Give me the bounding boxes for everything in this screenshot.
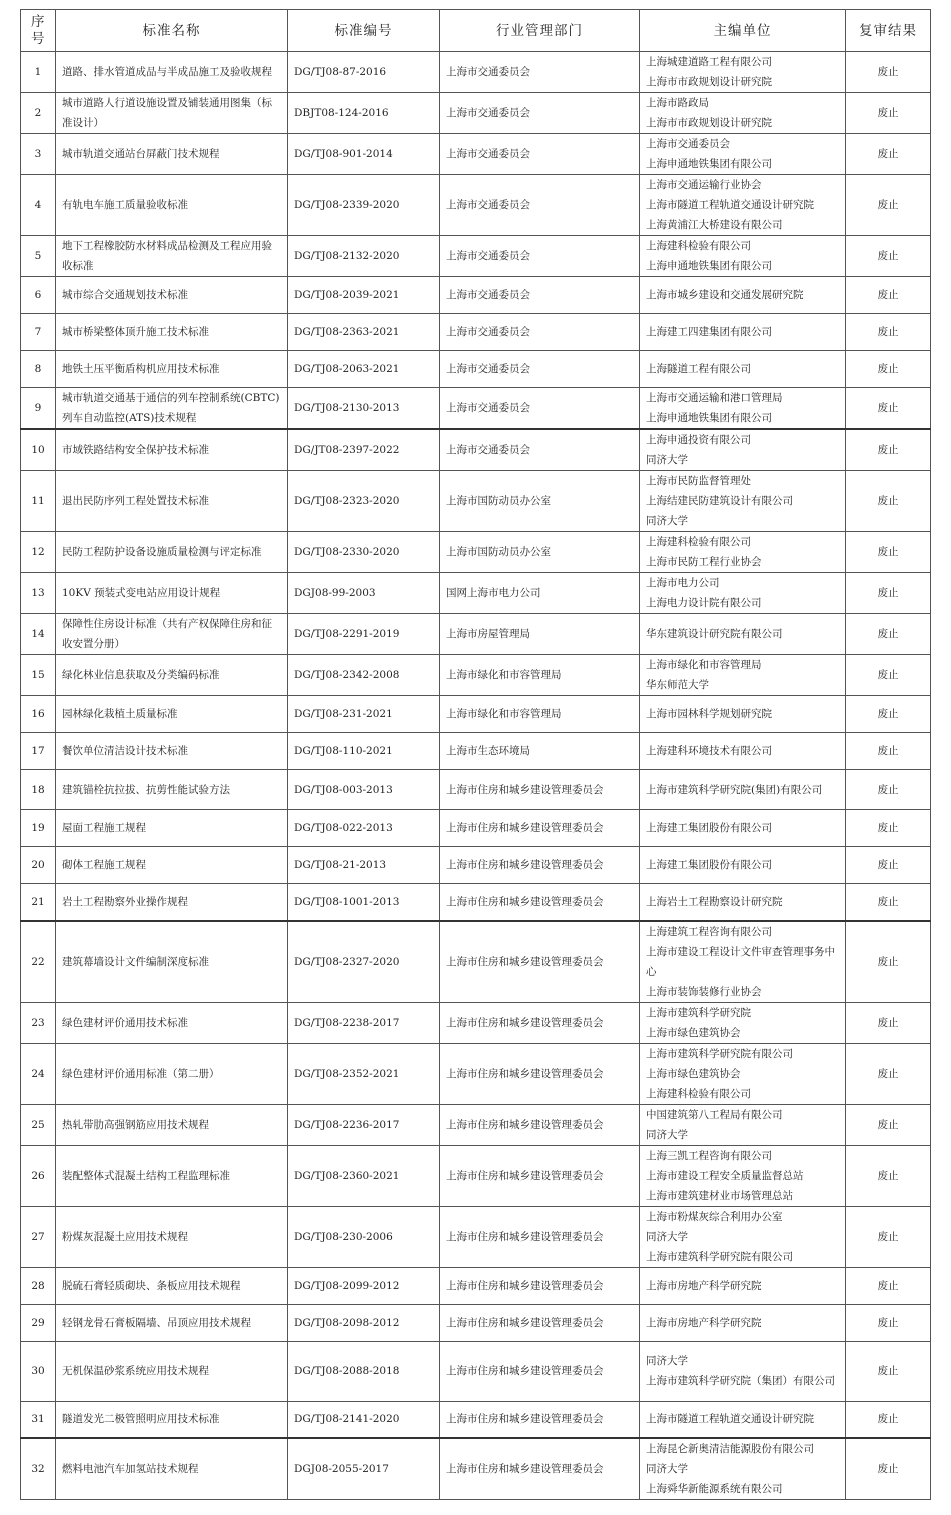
header-row xyxy=(21,10,931,52)
editor-unit: 上海市建筑建材业市场管理总站 xyxy=(646,1189,793,1202)
table-row xyxy=(21,614,931,655)
editor-unit: 上海市绿化和市容管理局 xyxy=(646,659,762,671)
editor-units xyxy=(640,770,846,810)
review-result: 废止 xyxy=(846,884,931,921)
editor-units xyxy=(640,1341,846,1401)
row-number: 21 xyxy=(21,884,56,921)
editor-units xyxy=(640,573,846,614)
editor-unit: 上海电力设计院有限公司 xyxy=(646,597,762,609)
management-dept: 上海市国防动员办公室 xyxy=(440,532,640,573)
management-dept: 上海市交通委员会 xyxy=(440,314,640,351)
editor-unit: 华东师范大学 xyxy=(646,679,709,691)
editor-units xyxy=(640,175,846,236)
editor-units xyxy=(640,52,846,93)
editor-units xyxy=(640,696,846,733)
row-number: 2 xyxy=(21,93,56,134)
review-result: 废止 xyxy=(846,1267,931,1304)
editor-units xyxy=(640,1002,846,1043)
editor-units xyxy=(640,429,846,471)
row-number: 10 xyxy=(21,429,56,471)
standard-name: 地下工程橡胶防水材料成品检测及工程应用验收标准 xyxy=(56,236,288,277)
standard-name: 无机保温砂浆系统应用技术规程 xyxy=(56,1341,288,1401)
review-result: 废止 xyxy=(846,770,931,810)
review-result: 废止 xyxy=(846,1043,931,1104)
standard-code: DGJ08-2055-2017 xyxy=(288,1438,440,1500)
table-row xyxy=(21,1206,931,1267)
standard-name: 城市综合交通规划技术标准 xyxy=(56,277,288,314)
standard-name: 10KV 预装式变电站应用设计规程 xyxy=(56,573,288,614)
management-dept: 上海市住房和城乡建设管理委员会 xyxy=(440,770,640,810)
management-dept: 上海市住房和城乡建设管理委员会 xyxy=(440,1267,640,1304)
table-row xyxy=(21,93,931,134)
management-dept: 上海市住房和城乡建设管理委员会 xyxy=(440,1341,640,1401)
standard-code: DG/TJ08-2039-2021 xyxy=(288,277,440,314)
editor-unit: 上海市市政规划设计研究院 xyxy=(646,117,772,129)
row-number: 19 xyxy=(21,810,56,847)
row-number: 4 xyxy=(21,175,56,236)
editor-units xyxy=(640,388,846,430)
standard-code: DG/TJ08-022-2013 xyxy=(288,810,440,847)
editor-units xyxy=(640,471,846,532)
editor-units xyxy=(640,1043,846,1104)
management-dept: 上海市交通委员会 xyxy=(440,175,640,236)
management-dept: 上海市住房和城乡建设管理委员会 xyxy=(440,884,640,921)
standard-name: 绿色建材评价通用标准（第二册） xyxy=(56,1043,288,1104)
review-result: 废止 xyxy=(846,733,931,770)
table-row xyxy=(21,733,931,770)
standard-code: DG/TJ08-2323-2020 xyxy=(288,471,440,532)
editor-unit: 上海隧道工程有限公司 xyxy=(646,363,751,375)
editor-unit: 同济大学 xyxy=(646,1463,688,1475)
row-number: 17 xyxy=(21,733,56,770)
row-number: 23 xyxy=(21,1002,56,1043)
editor-units xyxy=(640,532,846,573)
review-result: 废止 xyxy=(846,532,931,573)
editor-units xyxy=(640,733,846,770)
standard-code: DG/TJ08-2099-2012 xyxy=(288,1267,440,1304)
standard-name: 绿色建材评价通用技术标准 xyxy=(56,1002,288,1043)
editor-unit: 同济大学 xyxy=(646,454,688,466)
row-number: 11 xyxy=(21,471,56,532)
management-dept: 国网上海市电力公司 xyxy=(440,573,640,614)
row-number: 18 xyxy=(21,770,56,810)
management-dept: 上海市住房和城乡建设管理委员会 xyxy=(440,1043,640,1104)
standard-code: DG/TJ08-2088-2018 xyxy=(288,1341,440,1401)
row-number: 5 xyxy=(21,236,56,277)
row-number: 25 xyxy=(21,1104,56,1145)
editor-unit: 上海岩土工程勘察设计研究院 xyxy=(646,895,783,908)
review-result: 废止 xyxy=(846,429,931,471)
table-row xyxy=(21,770,931,810)
row-number: 6 xyxy=(21,277,56,314)
editor-unit: 上海城建道路工程有限公司 xyxy=(646,56,772,68)
row-number: 1 xyxy=(21,52,56,93)
management-dept: 上海市住房和城乡建设管理委员会 xyxy=(440,847,640,884)
table-row xyxy=(21,1002,931,1043)
management-dept: 上海市交通委员会 xyxy=(440,134,640,175)
standard-code: DG/TJ08-2063-2021 xyxy=(288,351,440,388)
review-result: 废止 xyxy=(846,1002,931,1043)
review-result: 废止 xyxy=(846,93,931,134)
standard-code: DG/TJ08-2342-2008 xyxy=(288,655,440,696)
review-result: 废止 xyxy=(846,351,931,388)
row-number: 24 xyxy=(21,1043,56,1104)
table-row xyxy=(21,532,931,573)
standard-name: 热轧带肋高强钢筋应用技术规程 xyxy=(56,1104,288,1145)
review-result: 废止 xyxy=(846,134,931,175)
standard-code: DG/TJ08-901-2014 xyxy=(288,134,440,175)
standard-code: DG/TJ08-2352-2021 xyxy=(288,1043,440,1104)
row-number: 26 xyxy=(21,1145,56,1206)
standard-name: 保障性住房设计标准（共有产权保障住房和征收安置分册） xyxy=(56,614,288,655)
review-result: 废止 xyxy=(846,388,931,430)
table-row xyxy=(21,1104,931,1145)
editor-unit: 上海建科检验有限公司 xyxy=(646,240,751,252)
editor-units xyxy=(640,655,846,696)
header-editor: 主编单位 xyxy=(640,10,846,52)
editor-unit: 上海市建筑科学研究院有限公司 xyxy=(646,1047,793,1060)
table-row xyxy=(21,573,931,614)
management-dept: 上海市住房和城乡建设管理委员会 xyxy=(440,1401,640,1438)
standard-code: DG/TJ08-2339-2020 xyxy=(288,175,440,236)
row-number: 20 xyxy=(21,847,56,884)
editor-unit: 上海市建筑科学研究院（集团）有限公司 xyxy=(646,1375,835,1387)
standard-code: DG/TJ08-2130-2013 xyxy=(288,388,440,430)
management-dept: 上海市房屋管理局 xyxy=(440,614,640,655)
row-number: 3 xyxy=(21,134,56,175)
editor-unit: 上海市交通委员会 xyxy=(646,138,730,150)
editor-units xyxy=(640,1206,846,1267)
editor-unit: 上海市路政局 xyxy=(646,97,709,109)
table-row xyxy=(21,52,931,93)
editor-unit: 上海市民防工程行业协会 xyxy=(646,556,762,568)
standard-name: 城市轨道交通基于通信的列车控制系统(CBTC)列车自动监控(ATS)技术规程 xyxy=(56,388,288,430)
row-number: 32 xyxy=(21,1438,56,1500)
management-dept: 上海市住房和城乡建设管理委员会 xyxy=(440,1206,640,1267)
editor-unit: 上海市交通运输和港口管理局 xyxy=(646,392,783,404)
editor-units xyxy=(640,1145,846,1206)
standard-name: 餐饮单位清洁设计技术标准 xyxy=(56,733,288,770)
standard-name: 装配整体式混凝土结构工程监理标准 xyxy=(56,1145,288,1206)
standard-code: DG/TJ08-2238-2017 xyxy=(288,1002,440,1043)
review-result: 废止 xyxy=(846,573,931,614)
review-result: 废止 xyxy=(846,1206,931,1267)
editor-unit: 上海昆仑新奥清洁能源股份有限公司 xyxy=(646,1443,814,1455)
table-row xyxy=(21,388,931,430)
table-row xyxy=(21,884,931,921)
review-result: 废止 xyxy=(846,314,931,351)
standard-code: DG/TJ08-230-2006 xyxy=(288,1206,440,1267)
standard-code: DG/TJ08-2363-2021 xyxy=(288,314,440,351)
editor-unit: 上海市房地产科学研究院 xyxy=(646,1279,762,1292)
editor-unit: 上海建筑工程咨询有限公司 xyxy=(646,925,772,938)
table-row xyxy=(21,810,931,847)
table-row xyxy=(21,1304,931,1341)
editor-units xyxy=(640,351,846,388)
table-row xyxy=(21,1267,931,1304)
editor-units xyxy=(640,1267,846,1304)
standard-code: DG/JT08-2397-2022 xyxy=(288,429,440,471)
editor-unit: 上海市隧道工程轨道交通设计研究院 xyxy=(646,199,814,211)
table-row xyxy=(21,847,931,884)
standard-code: DG/TJ08-2360-2021 xyxy=(288,1145,440,1206)
management-dept: 上海市生态环境局 xyxy=(440,733,640,770)
review-result: 废止 xyxy=(846,921,931,1003)
row-number: 7 xyxy=(21,314,56,351)
review-result: 废止 xyxy=(846,1104,931,1145)
standard-code: DG/TJ08-1001-2013 xyxy=(288,884,440,921)
editor-unit: 上海市绿色建筑协会 xyxy=(646,1067,741,1080)
standard-code: DBJT08-124-2016 xyxy=(288,93,440,134)
row-number: 16 xyxy=(21,696,56,733)
standard-name: 砌体工程施工规程 xyxy=(56,847,288,884)
standard-name: 建筑锚栓抗拉拔、抗剪性能试验方法 xyxy=(56,770,288,810)
editor-unit: 上海申通地铁集团有限公司 xyxy=(646,158,772,170)
editor-unit: 上海市隧道工程轨道交通设计研究院 xyxy=(646,1413,814,1426)
table-row xyxy=(21,1145,931,1206)
editor-unit: 上海市民防监督管理处 xyxy=(646,475,751,487)
table-row xyxy=(21,277,931,314)
row-number: 31 xyxy=(21,1401,56,1438)
editor-unit: 上海市城乡建设和交通发展研究院 xyxy=(646,289,804,301)
review-result: 废止 xyxy=(846,614,931,655)
editor-unit: 上海结建民防建筑设计有限公司 xyxy=(646,495,793,507)
editor-units xyxy=(640,884,846,921)
editor-unit: 上海市建设工程安全质量监督总站 xyxy=(646,1169,804,1182)
standard-code: DG/TJ08-2291-2019 xyxy=(288,614,440,655)
standard-name: 燃料电池汽车加氢站技术规程 xyxy=(56,1438,288,1500)
table-row xyxy=(21,1401,931,1438)
standard-name: 轻钢龙骨石膏板隔墙、吊顶应用技术规程 xyxy=(56,1304,288,1341)
table-row xyxy=(21,429,931,471)
management-dept: 上海市住房和城乡建设管理委员会 xyxy=(440,1438,640,1500)
editor-unit: 上海市建筑科学研究院有限公司 xyxy=(646,1250,793,1263)
table-row xyxy=(21,471,931,532)
standard-code: DG/TJ08-2327-2020 xyxy=(288,921,440,1003)
management-dept: 上海市交通委员会 xyxy=(440,429,640,471)
review-result: 废止 xyxy=(846,696,931,733)
review-result: 废止 xyxy=(846,471,931,532)
table-row xyxy=(21,314,931,351)
editor-units xyxy=(640,810,846,847)
standard-name: 岩土工程勘察外业操作规程 xyxy=(56,884,288,921)
standard-name: 园林绿化栽植土质量标准 xyxy=(56,696,288,733)
editor-units xyxy=(640,134,846,175)
standard-code: DG/TJ08-2098-2012 xyxy=(288,1304,440,1341)
row-number: 29 xyxy=(21,1304,56,1341)
row-number: 28 xyxy=(21,1267,56,1304)
standard-name: 屋面工程施工规程 xyxy=(56,810,288,847)
management-dept: 上海市住房和城乡建设管理委员会 xyxy=(440,1104,640,1145)
table-row xyxy=(21,921,931,1003)
editor-unit: 上海申通投资有限公司 xyxy=(646,434,751,446)
editor-unit: 上海市建筑科学研究院(集团)有限公司 xyxy=(646,783,823,796)
editor-unit: 上海市装饰装修行业协会 xyxy=(646,985,762,998)
standard-code: DG/TJ08-2236-2017 xyxy=(288,1104,440,1145)
row-number: 15 xyxy=(21,655,56,696)
management-dept: 上海市绿化和市容管理局 xyxy=(440,696,640,733)
row-number: 8 xyxy=(21,351,56,388)
review-result: 废止 xyxy=(846,1438,931,1500)
review-result: 废止 xyxy=(846,236,931,277)
standard-name: 地铁土压平衡盾构机应用技术标准 xyxy=(56,351,288,388)
management-dept: 上海市住房和城乡建设管理委员会 xyxy=(440,810,640,847)
editor-unit: 上海建科检验有限公司 xyxy=(646,536,751,548)
header-result: 复审结果 xyxy=(846,10,931,52)
editor-unit: 上海市房地产科学研究院 xyxy=(646,1316,762,1329)
editor-unit: 上海市粉煤灰综合利用办公室 xyxy=(646,1210,783,1223)
editor-unit: 上海市建设工程设计文件审查管理事务中心 xyxy=(646,945,835,978)
management-dept: 上海市交通委员会 xyxy=(440,277,640,314)
table-row xyxy=(21,351,931,388)
standard-code: DG/TJ08-231-2021 xyxy=(288,696,440,733)
editor-unit: 上海建科环境技术有限公司 xyxy=(646,745,772,757)
review-result: 废止 xyxy=(846,1145,931,1206)
editor-units xyxy=(640,921,846,1003)
standard-name: 市域铁路结构安全保护技术标准 xyxy=(56,429,288,471)
table-row xyxy=(21,655,931,696)
review-result: 废止 xyxy=(846,655,931,696)
standard-name: 城市桥梁整体顶升施工技术标准 xyxy=(56,314,288,351)
header-no: 序号 xyxy=(21,10,56,52)
review-result: 废止 xyxy=(846,1341,931,1401)
header-dept: 行业管理部门 xyxy=(440,10,640,52)
row-number: 14 xyxy=(21,614,56,655)
review-result: 废止 xyxy=(846,1304,931,1341)
row-number: 27 xyxy=(21,1206,56,1267)
management-dept: 上海市交通委员会 xyxy=(440,388,640,430)
review-result: 废止 xyxy=(846,52,931,93)
standard-name: 退出民防序列工程处置技术标准 xyxy=(56,471,288,532)
row-number: 9 xyxy=(21,388,56,430)
editor-unit: 上海申通地铁集团有限公司 xyxy=(646,260,772,272)
standard-name: 隧道发光二极管照明应用技术标准 xyxy=(56,1401,288,1438)
standard-name: 粉煤灰混凝土应用技术规程 xyxy=(56,1206,288,1267)
row-number: 22 xyxy=(21,921,56,1003)
standard-code: DG/TJ08-2132-2020 xyxy=(288,236,440,277)
management-dept: 上海市交通委员会 xyxy=(440,351,640,388)
editor-units xyxy=(640,847,846,884)
table-row xyxy=(21,134,931,175)
editor-unit: 上海黄浦江大桥建设有限公司 xyxy=(646,219,783,231)
management-dept: 上海市交通委员会 xyxy=(440,52,640,93)
table-row xyxy=(21,1438,931,1500)
table-row xyxy=(21,175,931,236)
standard-name: 建筑幕墙设计文件编制深度标准 xyxy=(56,921,288,1003)
review-result: 废止 xyxy=(846,810,931,847)
table-row xyxy=(21,236,931,277)
row-number: 30 xyxy=(21,1341,56,1401)
standard-code: DG/TJ08-87-2016 xyxy=(288,52,440,93)
header-code: 标准编号 xyxy=(288,10,440,52)
editor-units xyxy=(640,1304,846,1341)
editor-unit: 中国建筑第八工程局有限公司 xyxy=(646,1108,783,1121)
management-dept: 上海市住房和城乡建设管理委员会 xyxy=(440,1002,640,1043)
management-dept: 上海市住房和城乡建设管理委员会 xyxy=(440,1145,640,1206)
editor-units xyxy=(640,1438,846,1500)
editor-unit: 上海市园林科学规划研究院 xyxy=(646,708,772,720)
editor-units xyxy=(640,614,846,655)
editor-units xyxy=(640,314,846,351)
review-result: 废止 xyxy=(846,175,931,236)
management-dept: 上海市国防动员办公室 xyxy=(440,471,640,532)
editor-units xyxy=(640,1104,846,1145)
management-dept: 上海市住房和城乡建设管理委员会 xyxy=(440,1304,640,1341)
editor-unit: 上海三凯工程咨询有限公司 xyxy=(646,1149,772,1162)
standard-name: 有轨电车施工质量验收标准 xyxy=(56,175,288,236)
standard-code: DGJ08-99-2003 xyxy=(288,573,440,614)
standard-name: 民防工程防护设备设施质量检测与评定标准 xyxy=(56,532,288,573)
editor-unit: 上海市电力公司 xyxy=(646,577,720,589)
editor-unit: 上海市交通运输行业协会 xyxy=(646,179,762,191)
editor-units xyxy=(640,277,846,314)
review-result: 废止 xyxy=(846,847,931,884)
row-number: 12 xyxy=(21,532,56,573)
row-number: 13 xyxy=(21,573,56,614)
editor-unit: 上海建工四建集团有限公司 xyxy=(646,326,772,338)
editor-unit: 上海市市政规划设计研究院 xyxy=(646,76,772,88)
editor-units xyxy=(640,1401,846,1438)
editor-unit: 华东建筑设计研究院有限公司 xyxy=(646,628,783,640)
management-dept: 上海市交通委员会 xyxy=(440,236,640,277)
standard-code: DG/TJ08-21-2013 xyxy=(288,847,440,884)
review-result: 废止 xyxy=(846,1401,931,1438)
editor-unit: 上海建工集团股份有限公司 xyxy=(646,859,772,871)
standard-name: 绿化林业信息获取及分类编码标准 xyxy=(56,655,288,696)
standard-code: DG/TJ08-2330-2020 xyxy=(288,532,440,573)
table-row xyxy=(21,1043,931,1104)
review-result: 废止 xyxy=(846,277,931,314)
header-name: 标准名称 xyxy=(56,10,288,52)
table-row xyxy=(21,1341,931,1401)
table-row xyxy=(21,696,931,733)
editor-unit: 上海市绿色建筑协会 xyxy=(646,1026,741,1039)
editor-unit: 同济大学 xyxy=(646,1355,688,1367)
standard-code: DG/TJ08-003-2013 xyxy=(288,770,440,810)
editor-units xyxy=(640,93,846,134)
editor-unit: 同济大学 xyxy=(646,1128,688,1141)
standard-name: 城市轨道交通站台屏蔽门技术规程 xyxy=(56,134,288,175)
standard-name: 脱硫石膏轻质砌块、条板应用技术规程 xyxy=(56,1267,288,1304)
management-dept: 上海市交通委员会 xyxy=(440,93,640,134)
editor-unit: 上海建工集团股份有限公司 xyxy=(646,822,772,834)
editor-units xyxy=(640,236,846,277)
editor-unit: 上海舜华新能源系统有限公司 xyxy=(646,1483,783,1495)
management-dept: 上海市绿化和市容管理局 xyxy=(440,655,640,696)
standards-table xyxy=(20,9,931,1500)
standard-code: DG/TJ08-110-2021 xyxy=(288,733,440,770)
editor-unit: 同济大学 xyxy=(646,1230,688,1243)
editor-unit: 上海市建筑科学研究院 xyxy=(646,1006,751,1019)
standard-code: DG/TJ08-2141-2020 xyxy=(288,1401,440,1438)
editor-unit: 上海建科检验有限公司 xyxy=(646,1087,751,1100)
editor-unit: 上海申通地铁集团有限公司 xyxy=(646,412,772,424)
standard-name: 道路、排水管道成品与半成品施工及验收规程 xyxy=(56,52,288,93)
editor-unit: 同济大学 xyxy=(646,515,688,527)
standard-name: 城市道路人行道设施设置及铺装通用图集（标准设计） xyxy=(56,93,288,134)
management-dept: 上海市住房和城乡建设管理委员会 xyxy=(440,921,640,1003)
